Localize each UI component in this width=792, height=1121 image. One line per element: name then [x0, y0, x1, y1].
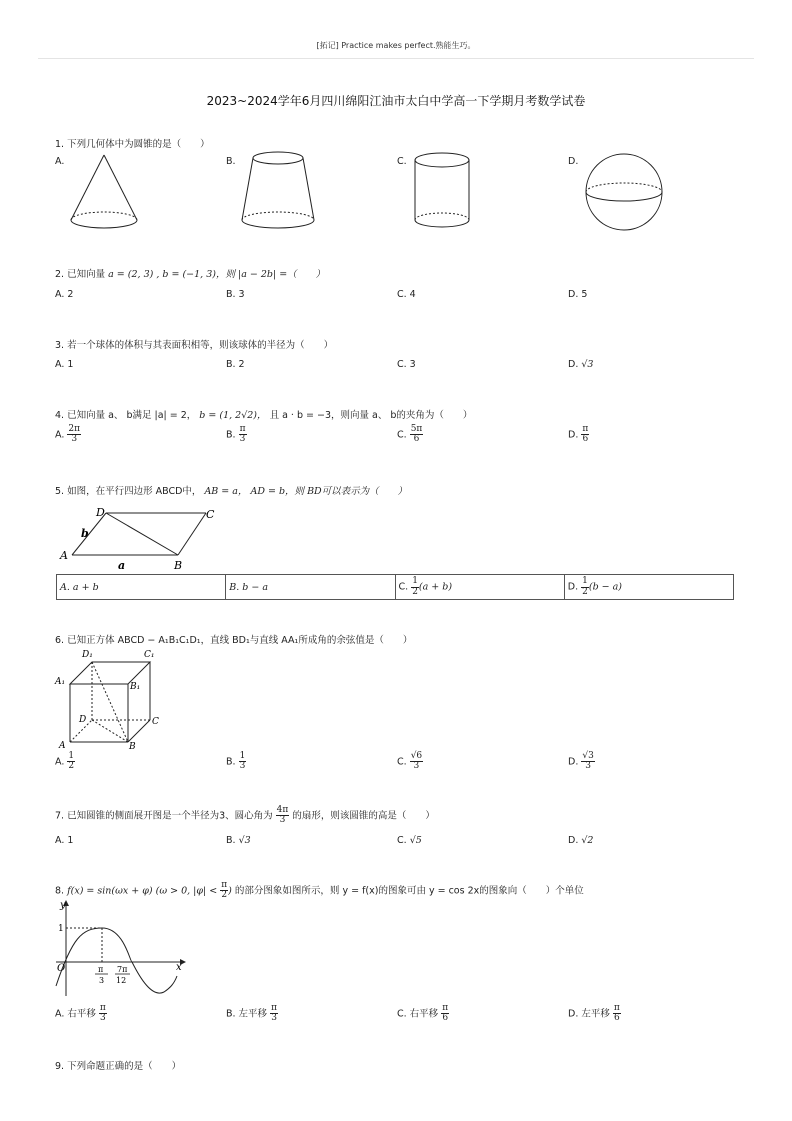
q4-c-fraction [410, 425, 424, 445]
q7-option-c[interactable] [397, 835, 422, 846]
q1-stem: 1. 下列几何体中为圆锥的是（ ） [55, 139, 210, 150]
q1-option-a[interactable]: A. [55, 156, 65, 167]
q5-c-fraction [411, 577, 419, 597]
cube-c1-label: C₁ [144, 650, 155, 660]
q1-option-d[interactable]: D. [568, 156, 579, 167]
point-d-label: D [96, 506, 105, 519]
q4-b-den: 3 [239, 434, 246, 445]
q4-a-den: 3 [71, 434, 78, 445]
q8-option-a[interactable] [55, 1004, 107, 1024]
q8-d-label: D. 左平移 [568, 1008, 610, 1020]
q4-b-num: π [239, 424, 246, 434]
q4-d-den: 6 [582, 434, 589, 445]
q2-option-b[interactable]: B. 3 [226, 289, 245, 300]
q8-b-num: π [271, 1003, 278, 1013]
q4-b-label: B. [226, 429, 236, 441]
q2-option-c[interactable]: C. 4 [397, 289, 416, 300]
q5-d-num: 1 [582, 576, 588, 587]
q4-option-b[interactable] [226, 425, 247, 445]
q7-b-value: √3 [238, 835, 251, 846]
q8-function: f(x) = sin(ωx + φ) [67, 885, 153, 897]
q6-a-num: 1 [68, 751, 75, 761]
q5-vector-bd: BD可以表示为（ ） [307, 486, 408, 497]
q8-c-fraction [441, 1004, 449, 1024]
cube-a-label: A [59, 741, 66, 750]
q5-vector-ad: AD = b，则 [250, 486, 305, 497]
q8-b-label: B. 左平移 [226, 1008, 268, 1020]
q1-option-b[interactable]: B. [226, 156, 236, 167]
q5-stem [55, 483, 407, 497]
q7-c-label: C. [397, 835, 407, 846]
q5-stem-pre: 5. 如图，在平行四边形 ABCD中， [55, 486, 202, 497]
q8-c-num: π [442, 1003, 449, 1013]
q5-c-num: 1 [412, 576, 418, 587]
q2-number: 2. 已知向量 [55, 269, 106, 280]
sine-graph-figure [52, 898, 192, 1000]
q5-d-expr: (b − a) [588, 581, 623, 593]
q4-a-num: 2π [68, 424, 81, 434]
q8-a-label: A. 右平移 [55, 1008, 96, 1020]
q7-option-a[interactable]: A. 1 [55, 835, 74, 846]
q7-c-value: √5 [409, 835, 422, 846]
q7-stem-post: 的扇形，则该圆锥的高是（ ） [292, 810, 435, 822]
page-title: 2023~2024学年6月四川绵阳江油市太白中学高一下学期月考数学试卷 [206, 94, 586, 108]
q6-d-den: 3 [585, 761, 591, 772]
cube-figure [52, 646, 164, 750]
q2-option-d[interactable]: D. 5 [568, 289, 588, 300]
q8-c-den: 6 [442, 1013, 449, 1024]
point-c-label: C [206, 508, 215, 521]
q7-angle-num: 4π [276, 805, 289, 815]
cube-b-label: B [129, 742, 136, 750]
q8-c-label: C. 右平移 [397, 1008, 439, 1020]
q4-option-d[interactable] [568, 425, 589, 445]
q8-a-fraction [99, 1004, 107, 1024]
q8-d-fraction [613, 1004, 621, 1024]
q2-expression: |a − 2b| =（ ） [238, 269, 326, 280]
cylinder-figure [412, 150, 472, 234]
q8-a-num: π [99, 1003, 106, 1013]
q6-c-num: √6 [410, 751, 423, 761]
q5-options-table [56, 574, 734, 600]
q4-d-fraction [581, 425, 589, 445]
q5-c-expr: (a + b) [418, 581, 453, 593]
q4-c-label: C. [397, 429, 407, 441]
q8-b-fraction [270, 1004, 278, 1024]
q8-cond-fraction [220, 881, 228, 901]
q6-stem: 6. 已知正方体 ABCD − A₁B₁C₁D₁，直线 BD₁与直线 AA₁所成角的余弦值是（ ） [55, 635, 413, 646]
q7-d-label: D. [568, 835, 579, 846]
q6-b-fraction [239, 752, 247, 772]
side-a-label: a [118, 559, 126, 571]
q8-b-den: 3 [271, 1013, 277, 1024]
q8-a-den: 3 [100, 1013, 106, 1024]
q5-option-a[interactable]: A. a + b [57, 575, 226, 600]
q4-c-den: 6 [413, 434, 420, 445]
q2-stem [55, 266, 325, 280]
q7-option-b[interactable] [226, 835, 251, 846]
q4-c-num: 5π [410, 424, 423, 434]
q3-option-d[interactable] [568, 359, 593, 370]
q3-stem: 3. 若一个球体的体积与其表面积相等，则该球体的半径为（ ） [55, 340, 334, 351]
q6-b-label: B. [226, 756, 236, 768]
q6-c-den: 3 [413, 761, 420, 772]
graph-x-label: x [176, 962, 182, 973]
q2-condition: a = (2, 3) , b = (−1, 3)，则 [108, 269, 235, 280]
q6-c-fraction [410, 752, 423, 772]
q6-b-num: 1 [239, 751, 246, 761]
page-header: [拓记] Practice makes perfect.熟能生巧。 [316, 41, 476, 50]
q5-vector-ab: AB = a， [204, 486, 248, 497]
q5-d-den: 2 [582, 586, 588, 597]
q4-a-fraction [67, 425, 81, 445]
q6-d-fraction [581, 752, 594, 772]
q8-option-b[interactable] [226, 1004, 278, 1024]
cube-d-label: D [79, 715, 87, 725]
q1-option-c[interactable]: C. [397, 156, 407, 167]
q4-a-label: A. [55, 429, 65, 441]
sphere-figure [583, 150, 665, 234]
graph-t2-den: 12 [116, 976, 127, 985]
q8-option-c[interactable] [397, 1004, 449, 1024]
graph-t1-num: π [98, 965, 104, 974]
q6-c-label: C. [397, 756, 407, 768]
q7-b-label: B. [226, 835, 236, 846]
graph-origin-label: O [57, 963, 66, 974]
q3-d-label: D. [568, 359, 579, 370]
q2-option-a[interactable]: A. 2 [55, 289, 74, 300]
q6-d-label: D. [568, 756, 579, 768]
q4-stem-pre: 4. 已知向量 a、 b满足 |a| = 2， [55, 410, 197, 421]
q6-a-label: A. [55, 756, 65, 768]
q9-stem: 9. 下列命题正确的是（ ） [55, 1061, 182, 1072]
q5-d-fraction [581, 577, 589, 597]
cube-d1-label: D₁ [82, 650, 93, 660]
point-a-label: A [60, 549, 68, 562]
q7-stem-pre: 7. 已知圆锥的侧面展开图是一个半径为3、圆心角为 [55, 810, 273, 822]
q6-b-den: 3 [239, 761, 246, 772]
q4-d-num: π [582, 424, 589, 434]
q3-d-value: √3 [581, 359, 594, 370]
q7-stem [55, 806, 435, 826]
graph-y-label: y [60, 900, 66, 911]
q8-cond-num: π [221, 880, 228, 890]
q5-d-label: D. [567, 581, 579, 593]
q8-cond-den: 2 [221, 890, 228, 901]
graph-one-label: 1 [58, 924, 64, 934]
q8-option-d[interactable] [568, 1004, 621, 1024]
q3-option-b[interactable]: B. 2 [226, 359, 245, 370]
cube-c-label: C [152, 717, 159, 727]
cube-b1-label: B₁ [130, 682, 141, 692]
q4-b-value: b = (1, 2√2)， [199, 410, 267, 421]
q4-stem-rest: 且 a · b = −3，则向量 a、 b的夹角为（ ） [269, 410, 473, 421]
q8-d-den: 6 [613, 1013, 620, 1024]
q5-c-label: C. [398, 581, 409, 593]
q3-option-a[interactable]: A. 1 [55, 359, 74, 370]
q5-option-c[interactable] [395, 575, 564, 600]
q6-a-fraction [67, 752, 75, 772]
header-divider [38, 58, 754, 59]
q5-c-den: 2 [412, 586, 418, 597]
point-b-label: B [174, 559, 183, 571]
q6-option-a[interactable] [55, 752, 75, 772]
q8-d-num: π [613, 1003, 620, 1013]
q7-angle-den: 3 [279, 815, 286, 826]
q6-d-num: √3 [582, 751, 594, 761]
frustum-figure [239, 150, 317, 234]
q7-option-d[interactable] [568, 835, 593, 846]
q7-angle-fraction [276, 806, 290, 826]
q4-stem [55, 407, 472, 421]
q8-stem-post: 的部分图象如图所示，则 y = f(x)的图象可由 y = cos 2x的图象向（ ）个单位 [234, 885, 584, 897]
q8-number: 8. [55, 885, 65, 897]
graph-t2-num: 7π [117, 965, 128, 974]
q6-option-b[interactable] [226, 752, 246, 772]
parallelogram-figure [56, 503, 226, 571]
q4-option-c[interactable] [397, 425, 423, 445]
q5-option-b[interactable]: B. b − a [226, 575, 395, 600]
cube-a1-label: A₁ [55, 677, 66, 687]
side-b-label: b [81, 527, 89, 540]
graph-t1-den: 3 [99, 976, 105, 985]
q5-option-d[interactable] [564, 575, 733, 600]
q8-cond-pre: (ω > 0, |φ| < [155, 885, 218, 897]
q3-option-c[interactable]: C. 3 [397, 359, 416, 370]
q4-option-a[interactable] [55, 425, 81, 445]
q7-d-value: √2 [581, 835, 594, 846]
q6-option-d[interactable] [568, 752, 595, 772]
q4-d-label: D. [568, 429, 579, 441]
q6-a-den: 2 [68, 761, 75, 772]
q6-option-c[interactable] [397, 752, 423, 772]
q4-b-fraction [239, 425, 247, 445]
q8-cond-post: ) [228, 885, 232, 897]
cone-figure [68, 152, 140, 234]
